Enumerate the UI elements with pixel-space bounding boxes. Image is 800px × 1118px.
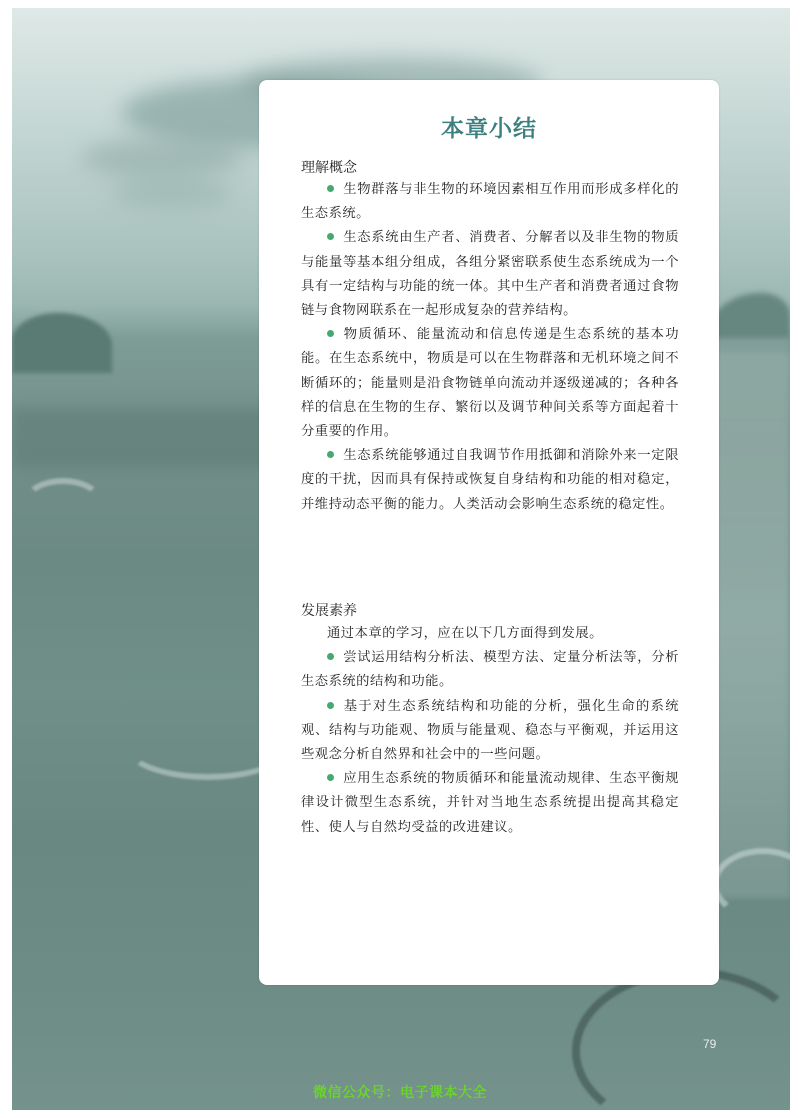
cloud (112, 178, 232, 208)
footer-watermark: 微信公众号：电子课本大全 (313, 1085, 487, 1101)
bullet-dot-icon (327, 451, 334, 458)
summary-card (259, 80, 719, 985)
section-heading-competencies: 发展素养 (301, 603, 357, 619)
hill (12, 313, 112, 373)
competencies-body (301, 622, 679, 840)
river (22, 478, 104, 530)
competency-point: 基于对生态系统结构和功能的分析，强化生命的系统观、结构与功能观、物质与能量观、稳态与平衡观，并运用这些观念分析自然界和社会中的一些问题。 (301, 698, 679, 763)
chapter-summary-title: 本章小结 (441, 116, 537, 142)
page-number: 79 (703, 1037, 717, 1051)
competency-point: 应用生态系统的物质循环和能量流动规律、生态平衡规律设计微型生态系统，并针对当地生态系统提出提高其稳定性、使人与自然均受益的改进建议。 (301, 771, 679, 835)
bullet-dot-icon (327, 653, 334, 660)
bullet-dot-icon (327, 774, 334, 781)
competencies-intro: 通过本章的学习，应在以下几方面得到发展。 (327, 626, 603, 641)
concept-point: 生物群落与非生物的环境因素相互作用而形成多样化的生态系统。 (301, 182, 679, 222)
cloud (82, 138, 242, 178)
section-heading-concepts: 理解概念 (301, 160, 357, 176)
concept-point: 生态系统能够通过自我调节作用抵御和消除外来一定限度的干扰，因而具有保持或恢复自身结构和功能的相对稳定，并维持动态平衡的能力。人类活动会影响生态系统的稳定性。 (301, 448, 679, 512)
bullet-dot-icon (327, 702, 334, 709)
bullet-dot-icon (327, 185, 334, 192)
concepts-body (301, 178, 679, 517)
concept-point: 生态系统由生产者、消费者、分解者以及非生物的物质与能量等基本组分组成，各组分紧密联系使生态系统成为一个具有一定结构与功能的统一体。其中生产者和消费者通过食物链与食物网联系在一起形成复杂的营养结构。 (301, 230, 679, 319)
competency-point: 尝试运用结构分析法、模型方法、定量分析法等，分析生态系统的结构和功能。 (301, 650, 679, 690)
concept-point: 物质循环、能量流动和信息传递是生态系统的基本功能。在生态系统中，物质是可以在生物群落和无机环境之间不断循环的；能量则是沿食物链单向流动并逐级递减的；各种各样的信息在生物的生存、繁衍以及调节种间关系等方面起着十分重要的作用。 (301, 327, 679, 440)
forest (12, 408, 282, 468)
bullet-dot-icon (327, 330, 334, 337)
bullet-dot-icon (327, 233, 334, 240)
